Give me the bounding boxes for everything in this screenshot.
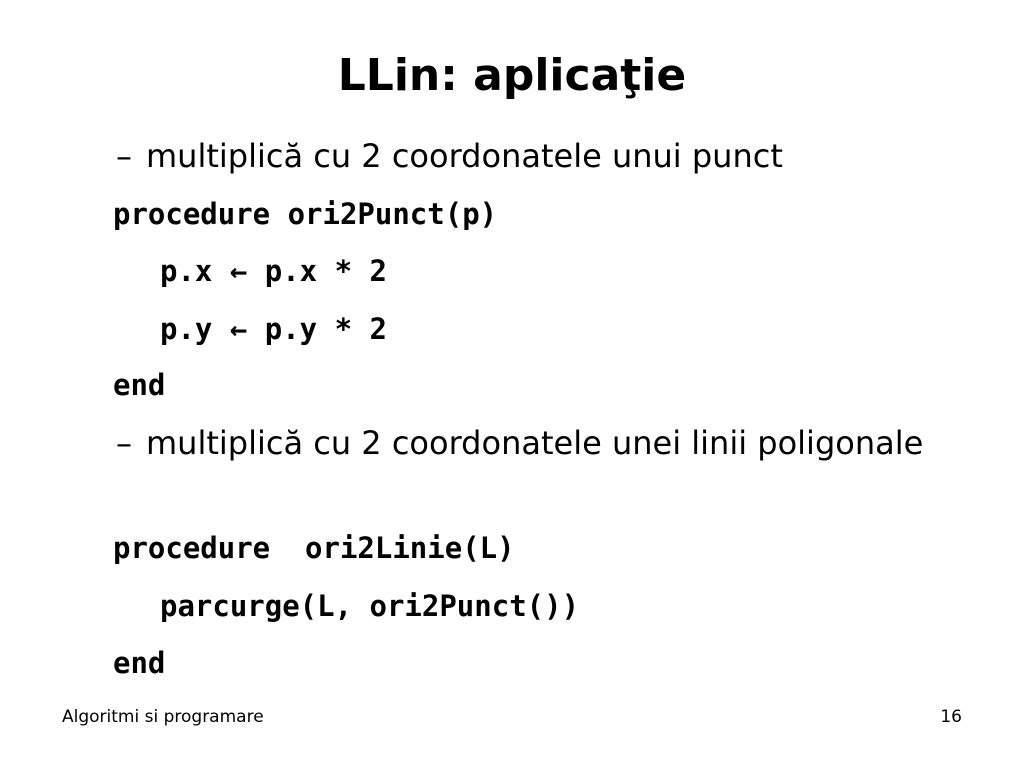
code-line-procedure-header: procedure ori2Linie(L) — [113, 531, 515, 565]
bullet-text: multiplică cu 2 coordonatele unui punct — [146, 137, 783, 175]
bullet-marker: – — [116, 424, 132, 462]
code-line-procedure-header: procedure ori2Punct(p) — [113, 197, 498, 231]
code-line-body: p.x ← p.x * 2 — [160, 254, 387, 288]
slide-title: LLin: aplicaţie — [337, 50, 687, 101]
code-line-end: end — [113, 646, 166, 680]
bullet-marker: – — [116, 137, 132, 175]
code-line-end: end — [113, 368, 166, 402]
bullet-item-polyline — [116, 424, 976, 462]
bullet-item-point — [116, 137, 976, 175]
bullet-text: multiplică cu 2 coordonatele unei linii poligonale — [146, 424, 924, 462]
code-line-body: parcurge(L, ori2Punct()) — [160, 589, 580, 623]
code-line-body: p.y ← p.y * 2 — [160, 312, 387, 346]
footer-course-title: Algoritmi si programare — [62, 707, 264, 727]
page-number: 16 — [940, 707, 962, 727]
